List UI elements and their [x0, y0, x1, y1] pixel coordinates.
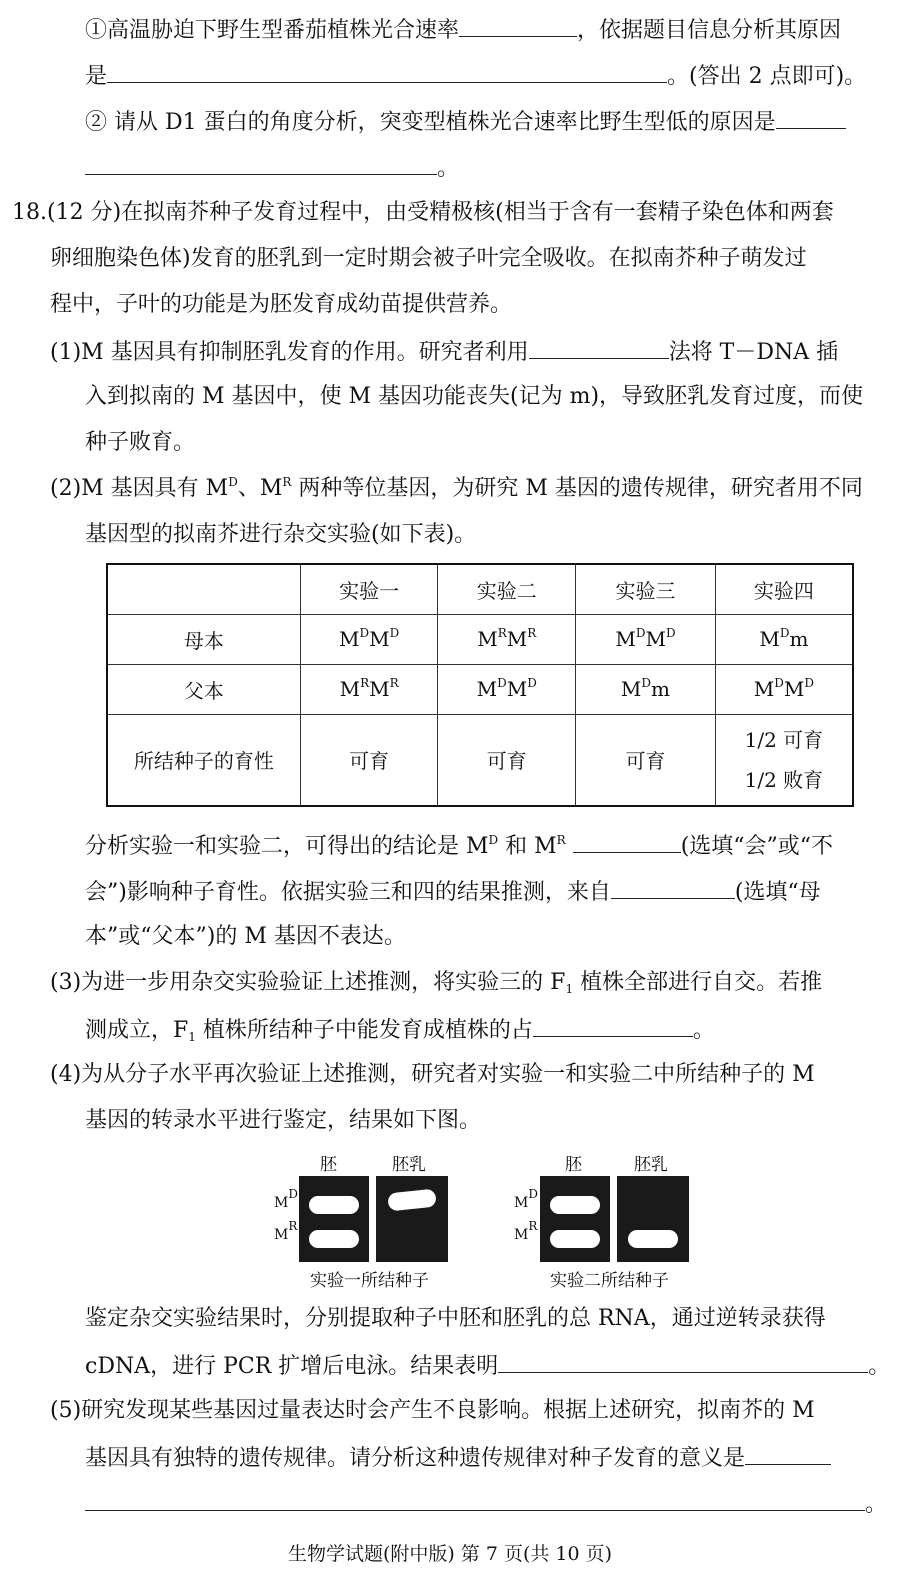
- q18-part4-line2: 基因的转录水平进行鉴定，结果如下图。: [85, 1108, 482, 1133]
- table-header: 实验二: [438, 564, 576, 614]
- label-endosperm: 胚乳: [634, 1155, 668, 1175]
- fertility-cell: 1/2 可育 1/2 败育: [715, 714, 853, 806]
- marker-label-MR: $M^R$: [514, 1219, 538, 1243]
- table-header-empty: [107, 564, 300, 614]
- q17-line2: 是 。(答出 2 点即可)。: [85, 60, 866, 92]
- gel-figure-experiment1: [268, 1150, 458, 1290]
- q18-part1-line1: (1)M 基因具有抑制胚乳发育的作用。研究者利用 法将 T－DNA 插: [50, 336, 838, 368]
- q17-line1: ①高温胁迫下野生型番茄植株光合速率 ，依据题目信息分析其原因: [85, 14, 841, 46]
- gel-band: [550, 1196, 600, 1214]
- fertility-cell: 可育: [300, 714, 438, 806]
- genotype-cell: $M^Dm$: [576, 664, 716, 714]
- gel-lane-endosperm: [376, 1176, 448, 1262]
- answer-blank[interactable]: [85, 152, 437, 175]
- fertility-cell: 可育: [576, 714, 716, 806]
- answer-blank[interactable]: [776, 106, 846, 129]
- analysis-line2: 会”)影响种子育性。依据实验三和四的结果推测，来自 (选填“母: [85, 876, 821, 908]
- gel-lane-embryo: [299, 1176, 369, 1262]
- gel-band: [550, 1230, 600, 1248]
- question-number: 18.: [12, 200, 47, 225]
- q18-line1: 18.(12 分)在拟南芥种子发育过程中，由受精极核(相当于含有一套精子染色体和两套: [12, 200, 834, 225]
- answer-blank[interactable]: [498, 1350, 868, 1373]
- answer-blank[interactable]: [85, 1488, 865, 1511]
- q18-part2-line2: 基因型的拟南芥进行杂交实验(如下表)。: [85, 522, 477, 547]
- genotype-cell: $M^Dm$: [715, 614, 853, 664]
- q18-line3: 程中，子叶的功能是为胚发育成幼苗提供营养。: [50, 292, 513, 317]
- genotype-cell: $M^DM^D$: [438, 664, 576, 714]
- marker-label-MD: $M^D$: [514, 1187, 538, 1211]
- page-footer: 生物学试题(附中版) 第 7 页(共 10 页): [287, 1543, 613, 1565]
- genotype-cell: $M^DM^D$: [715, 664, 853, 714]
- experiment-table: [106, 563, 854, 807]
- gel-figure-experiment2: [510, 1150, 700, 1290]
- gel-analysis-line2: cDNA，进行 PCR 扩增后电泳。结果表明 。: [85, 1350, 890, 1382]
- marker-label-MD: $M^D$: [274, 1187, 298, 1211]
- genotype-cell: $M^RM^R$: [300, 664, 438, 714]
- row-label-father: 父本: [107, 664, 300, 714]
- answer-blank[interactable]: [745, 1442, 831, 1465]
- gel-caption: 实验一所结种子: [310, 1271, 429, 1291]
- q18-part5-line3: 。: [85, 1488, 887, 1520]
- gel-band: [309, 1196, 359, 1214]
- genotype-cell: $M^RM^R$: [438, 614, 576, 664]
- genotype-cell: $M^DM^D$: [300, 614, 438, 664]
- answer-blank[interactable]: [529, 336, 669, 359]
- q18-part4-line1: (4)为从分子水平再次验证上述推测，研究者对实验一和实验二中所结种子的 M: [50, 1062, 815, 1087]
- gel-band: [628, 1230, 678, 1248]
- q18-line2: 卵细胞染色体)发育的胚乳到一定时期会被子叶完全吸收。在拟南芥种子萌发过: [50, 246, 807, 271]
- q17-line4: 。: [85, 152, 459, 184]
- label-embryo: 胚: [565, 1155, 582, 1175]
- answer-blank[interactable]: [573, 830, 681, 853]
- table-header: 实验三: [576, 564, 716, 614]
- answer-blank[interactable]: [459, 14, 577, 37]
- answer-blank[interactable]: [533, 1014, 693, 1037]
- table-header: 实验一: [300, 564, 438, 614]
- q18-part1-line3: 种子败育。: [85, 430, 196, 455]
- q18-part2-line1: (2)M 基因具有 $M^D$、$M^R$ 两种等位基因，为研究 M 基因的遗传规律，研究者用不同: [50, 475, 863, 501]
- row-label-fertility: 所结种子的育性: [107, 714, 300, 806]
- answer-blank[interactable]: [611, 876, 735, 899]
- gel-lane-embryo: [540, 1176, 610, 1262]
- marker-label-MR: $M^R$: [274, 1219, 298, 1243]
- q18-part5-line2: 基因具有独特的遗传规律。请分析这种遗传规律对种子发育的意义是: [85, 1442, 831, 1474]
- row-label-mother: 母本: [107, 614, 300, 664]
- q18-part3-line1: (3)为进一步用杂交实验验证上述推测，将实验三的 $F_1$ 植株全部进行自交。若推: [50, 970, 823, 996]
- label-endosperm: 胚乳: [392, 1155, 426, 1175]
- answer-blank[interactable]: [107, 60, 667, 83]
- gel-band: [309, 1230, 359, 1248]
- table-header: 实验四: [715, 564, 853, 614]
- fertility-cell: 可育: [438, 714, 576, 806]
- q18-part1-line2: 入到拟南的 M 基因中，使 M 基因功能丧失(记为 m)，导致胚乳发育过度，而使: [85, 384, 864, 409]
- analysis-line1: 分析实验一和实验二，可得出的结论是 $M^D$ 和 $M^R$ (选填“会”或“不: [85, 830, 833, 862]
- genotype-cell: $M^DM^D$: [576, 614, 716, 664]
- gel-lane-endosperm: [617, 1176, 689, 1262]
- label-embryo: 胚: [320, 1155, 337, 1175]
- gel-band: [387, 1189, 437, 1212]
- q17-line3: ② 请从 D1 蛋白的角度分析，突变型植株光合速率比野生型低的原因是: [85, 106, 846, 138]
- gel-analysis-line1: 鉴定杂交实验结果时，分别提取种子中胚和胚乳的总 RNA，通过逆转录获得: [85, 1306, 826, 1331]
- gel-caption: 实验二所结种子: [550, 1271, 669, 1291]
- analysis-line3: 本”或“父本”)的 M 基因不表达。: [85, 924, 406, 949]
- q18-part5-line1: (5)研究发现某些基因过量表达时会产生不良影响。根据上述研究，拟南芥的 M: [50, 1398, 815, 1423]
- q18-part3-line2: 测成立，$F_1$ 植株所结种子中能发育成植株的占 。: [85, 1014, 715, 1046]
